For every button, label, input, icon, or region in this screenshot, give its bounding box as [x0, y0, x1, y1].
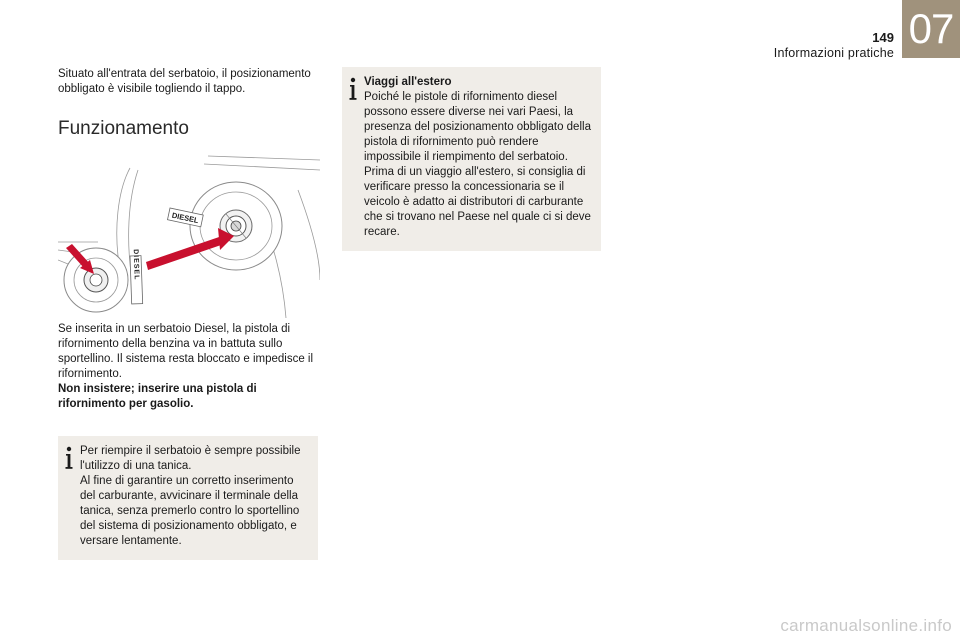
section-heading: Funzionamento [58, 118, 189, 139]
page-number: 149 [872, 30, 894, 45]
info-right-text-1: Poiché le pistole di rifornimento diesel possono essere diverse nei vari Paesi, la presenza del posizionamento obbligato della pistola di rifornimento può rendere impossibile il riempimento del serbatoio. [364, 91, 591, 163]
fuel-filler-illustration [58, 150, 320, 318]
watermark: carmanualsonline.info [780, 616, 952, 635]
intro-text: Situato all'entrata del serbatoio, il posizionamento obbligato è visibile togliendo il tappo. [58, 68, 311, 95]
body-warning: Non insistere; inserire una pistola di rifornimento per gasolio. [58, 383, 257, 410]
info-right-title: Viaggi all'estero [364, 76, 452, 88]
filler-neck-diagram [190, 182, 282, 270]
chapter-number: 07 [908, 5, 954, 52]
chapter-tab [902, 0, 960, 58]
info-icon [348, 77, 358, 101]
info-right-text-2: Prima di un viaggio all'estero, si consiglia di verificare presso la concessionaria se il veicolo è adatto ai distributori di carburante che si trovano nel Paese nel quale ci si deve recare. [364, 166, 591, 238]
diesel-label-top: DIESEL [171, 210, 200, 226]
info-icon [64, 446, 74, 470]
info-box-travel-abroad [342, 67, 601, 251]
filler-cap-diagram [64, 248, 128, 312]
section-title: Informazioni pratiche [773, 46, 894, 60]
info-left-text-1: Per riempire il serbatoio è sempre possibile l'utilizzo di una tanica. [80, 445, 301, 472]
body-text [58, 322, 320, 412]
info-box-fuel-can [58, 436, 318, 560]
body-paragraph: Se inserita in un serbatoio Diesel, la pistola di rifornimento della benzina va in battuta sullo sportellino. Il sistema resta bloccato e impedisce il rifornimento. [58, 323, 314, 380]
diesel-label-bottom: DIESEL [131, 249, 140, 281]
info-left-text-2: Al fine di garantire un corretto inserimento del carburante, avvicinare il terminale della tanica, senza premerlo contro lo sportellino del sistema di posizionamento obbligato, e versare lentamente. [80, 475, 300, 547]
